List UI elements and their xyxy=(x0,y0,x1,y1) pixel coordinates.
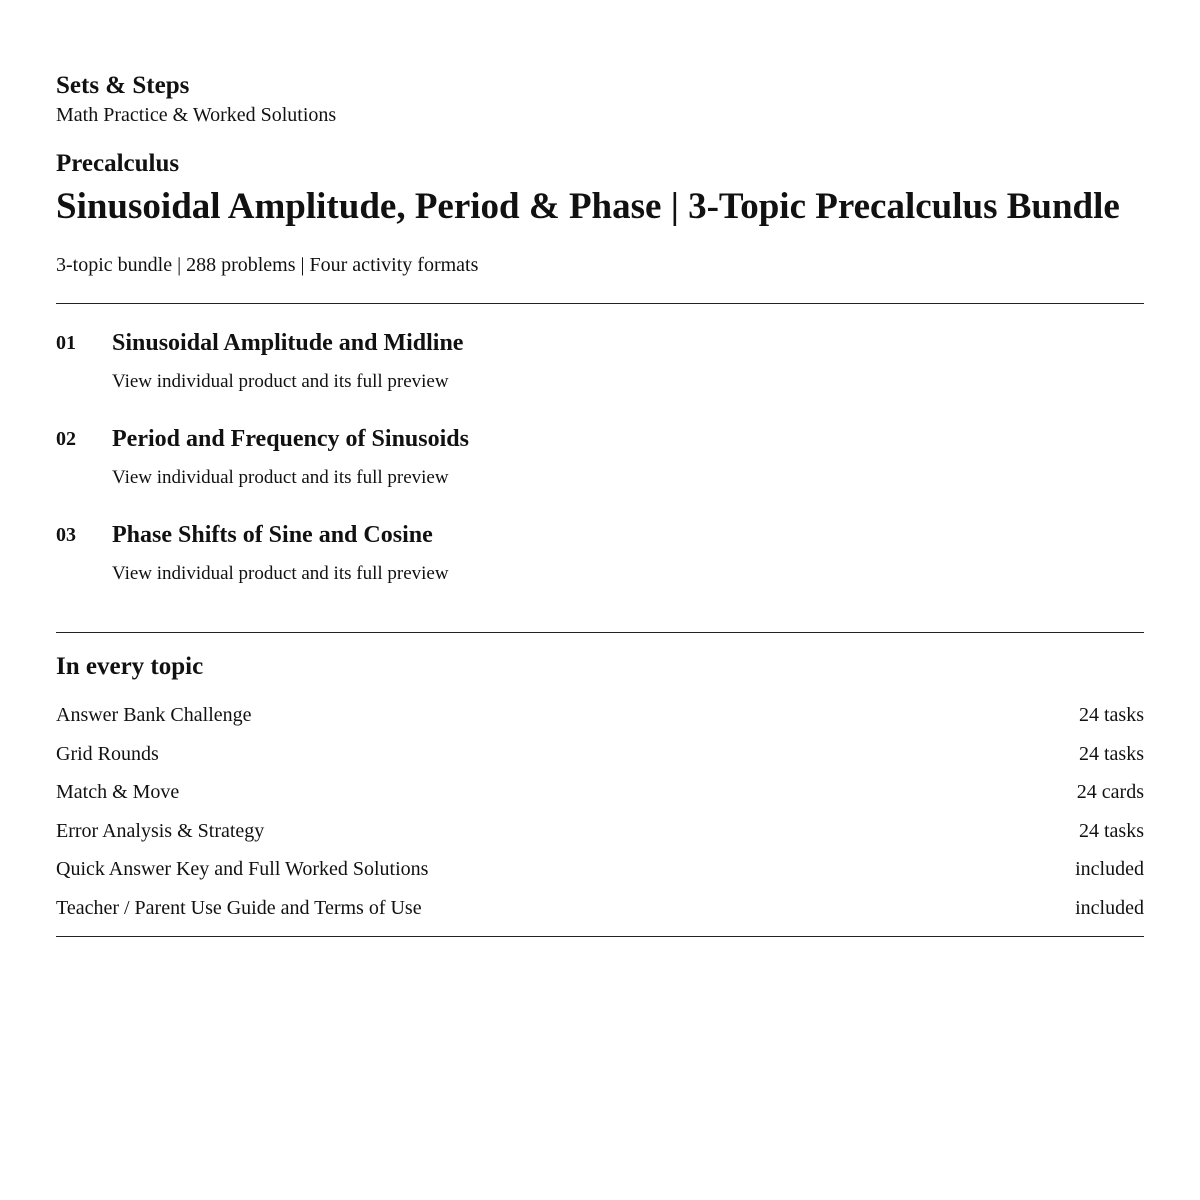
product-page xyxy=(56,70,1144,937)
feature-value: 24 tasks xyxy=(1079,704,1144,726)
brand-header xyxy=(56,70,1144,128)
feature-row xyxy=(56,812,1144,851)
topic-item xyxy=(56,424,1144,490)
topic-body xyxy=(112,328,1144,394)
topic-body xyxy=(112,520,1144,586)
feature-value: 24 tasks xyxy=(1079,742,1144,765)
product-heading xyxy=(56,148,1144,278)
feature-label: Match & Move xyxy=(56,781,180,804)
feature-row xyxy=(56,696,1144,735)
feature-value: included xyxy=(1075,858,1144,881)
topic-preview-link[interactable]: View individual product and its full preview xyxy=(112,467,449,488)
features-heading: In every topic xyxy=(56,653,204,680)
topic-body xyxy=(112,424,1144,490)
topic-number: 02 xyxy=(56,428,76,450)
bundle-summary: 3-topic bundle | 288 problems | Four activity formats xyxy=(56,254,479,276)
feature-row xyxy=(56,889,1144,928)
features-section xyxy=(56,651,1144,928)
feature-label: Quick Answer Key and Full Worked Solutions xyxy=(56,858,429,881)
topic-title: Sinusoidal Amplitude and Midline xyxy=(112,330,464,356)
feature-value: 24 tasks xyxy=(1079,819,1144,842)
topic-item xyxy=(56,520,1144,586)
topic-preview-link[interactable]: View individual product and its full preview xyxy=(112,371,449,392)
divider-top xyxy=(56,303,1144,304)
feature-row xyxy=(56,735,1144,774)
feature-label: Error Analysis & Strategy xyxy=(56,819,265,842)
feature-row xyxy=(56,850,1144,889)
feature-row xyxy=(56,773,1144,812)
feature-label: Teacher / Parent Use Guide and Terms of Use xyxy=(56,896,422,919)
feature-value: included xyxy=(1075,896,1144,919)
topic-item xyxy=(56,328,1144,394)
topic-list xyxy=(56,328,1144,586)
topic-title: Period and Frequency of Sinusoids xyxy=(112,426,469,452)
divider-middle xyxy=(56,632,1144,633)
feature-value: 24 cards xyxy=(1076,781,1144,804)
subject-label: Precalculus xyxy=(56,150,180,177)
topic-number: 01 xyxy=(56,332,76,354)
feature-list xyxy=(56,696,1144,928)
topic-title: Phase Shifts of Sine and Cosine xyxy=(112,522,433,548)
feature-label: Grid Rounds xyxy=(56,742,159,765)
divider-bottom xyxy=(56,936,1144,937)
topic-number: 03 xyxy=(56,524,76,546)
topic-preview-link[interactable]: View individual product and its full preview xyxy=(112,563,449,584)
page-title: Sinusoidal Amplitude, Period & Phase | 3-Topic Precalculus Bundle xyxy=(56,186,1120,227)
brand-name: Sets & Steps xyxy=(56,72,190,99)
brand-tagline: Math Practice & Worked Solutions xyxy=(56,104,337,126)
feature-label: Answer Bank Challenge xyxy=(56,704,252,726)
